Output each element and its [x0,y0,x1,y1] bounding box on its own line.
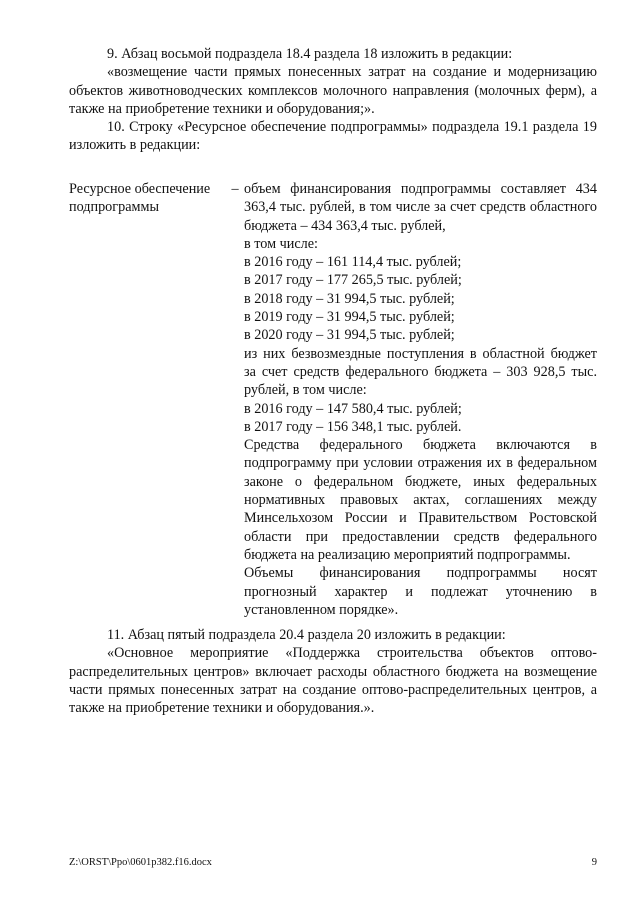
table-line: в 2018 году – 31 994,5 тыс. рублей; [244,290,455,307]
table-line: в 2017 году – 156 348,1 тыс. рублей. [244,418,462,435]
section-11-body: «Основное мероприятие «Поддержка строительства объектов оптово-распределительных центров» включает расходы областного бюджета на возмещение части прямых понесенных затрат на создание оптово-распределительных центров, а также на приобретение техники и оборудования.». [69,645,597,717]
sections-9-10 [69,45,597,155]
section-9-heading: 9. Абзац восьмой подраздела 18.4 раздела 18 изложить в редакции: [107,46,513,62]
section-11-heading: 11. Абзац пятый подраздела 20.4 раздела 20 изложить в редакции: [107,627,506,643]
table-line: из них безвозмездные поступления в областной бюджет за счет средств федерального бюджета – 303 928,5 тыс. рублей, в том числе: [244,345,597,399]
table-line: объем финансирования подпрограммы составляет 434 363,4 тыс. рублей, в том числе за счет средств областного бюджета – 434 363,4 тыс. рублей, [244,181,597,234]
table-label: Ресурсное обеспечение подпрограммы [69,181,211,216]
footer-file-path: Z:\ORST\Ppo\0601p382.f16.docx [69,857,212,868]
table-line: Средства федерального бюджета включаются в подпрограмму при условии отражения их в федеральном законе о федеральном бюджете, иных федеральных нормативных правовых актах, соглашениях между Минсельхозом России и Правительством Ростовской области при предоставлении средств федерального бюджета на реализацию мероприятий подпрограммы. [244,437,597,563]
table-line: в 2016 году – 147 580,4 тыс. рублей; [244,400,462,417]
table-dash: – [231,181,239,197]
table-line: в 2017 году – 177 265,5 тыс. рублей; [244,272,462,289]
table-line: в 2016 году – 161 114,4 тыс. рублей; [244,254,462,271]
table-line: в 2019 году – 31 994,5 тыс. рублей; [244,309,455,326]
table-line: Объемы финансирования подпрограммы носят прогнозный характер и подлежат уточнению в установленном порядке». [244,565,597,618]
table-content [244,180,597,619]
page-number: 9 [591,857,597,868]
section-9-body: «возмещение части прямых понесенных затрат на создание и модернизацию объектов животноводческих комплексов молочного направления (молочных ферм), а также на приобретение техники и оборудования;». [69,64,597,117]
table-line: в том числе: [244,235,318,252]
section-10-heading: 10. Строку «Ресурсное обеспечение подпрограммы» подраздела 19.1 раздела 19 изложить в редакции: [69,119,597,154]
table-line: в 2020 году – 31 994,5 тыс. рублей; [244,327,455,344]
section-11 [69,626,597,717]
